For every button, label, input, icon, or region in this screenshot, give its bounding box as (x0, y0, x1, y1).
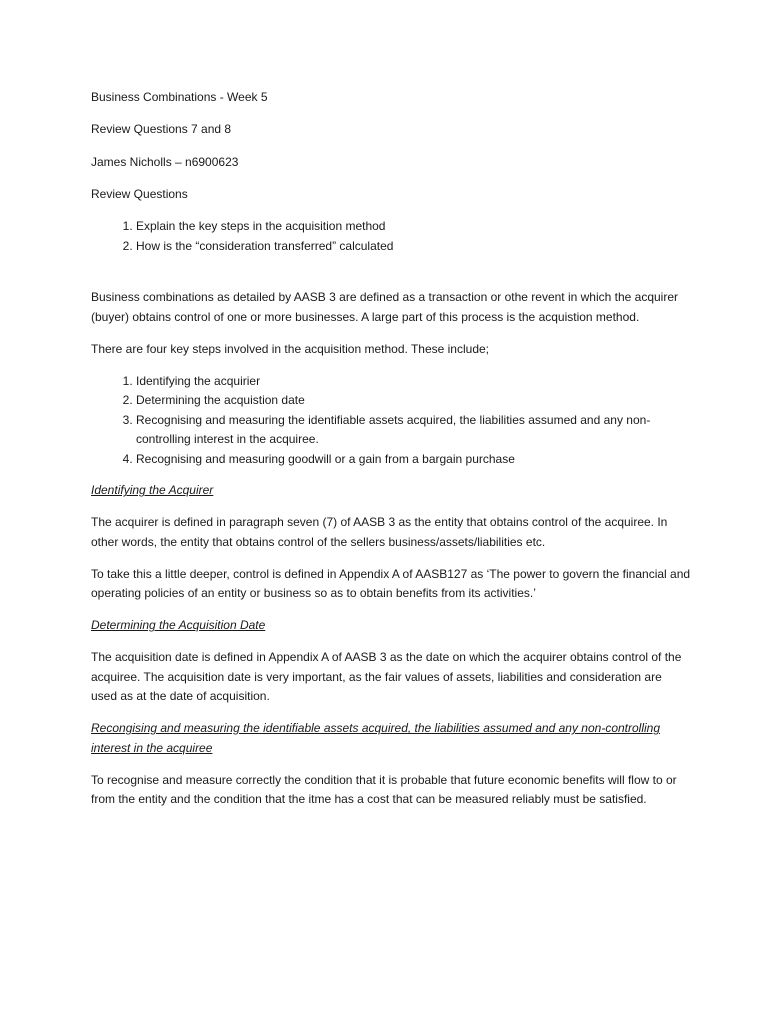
step-item: 2. Determining the acquistion date (136, 391, 691, 411)
review-question-item: 2. How is the “consideration transferred” calculated (136, 237, 691, 257)
section-paragraph: The acquirer is defined in paragraph seven (7) of AASB 3 as the entity that obtains control of the acquiree. In other words, the entity that obtains control of the sellers business/assets/liabilities etc. (91, 515, 668, 549)
step-item: 3. Recognising and measuring the identifiable assets acquired, the liabilities assumed and any non-controlling interest in the acquiree. (136, 411, 691, 450)
step-item: 1. Identifying the acquirier (136, 372, 691, 392)
step-item: 4. Recognising and measuring goodwill or a gain from a bargain purchase (136, 450, 691, 470)
section-heading-recognising-assets: Recongising and measuring the identifiable assets acquired, the liabilities assumed and any non-controlling interest in the acquiree (91, 721, 661, 755)
section-heading-identifying-acquirer: Identifying the Acquirer (91, 483, 214, 498)
intro-paragraph: Business combinations as detailed by AASB 3 are defined as a transaction or othe revent in which the acquirer (buyer) obtains control of one or more businesses. A large part of this process is the acquistion method. (91, 290, 679, 324)
steps-list (91, 372, 691, 470)
section-paragraph: To recognise and measure correctly the condition that it is probable that future economic benefits will flow to or from the entity and the condition that the itme has a cost that can be measured reliably must be satisfied. (91, 772, 677, 807)
document-subtitle: Review Questions 7 and 8 (91, 122, 232, 137)
review-questions-heading: Review Questions (91, 186, 188, 201)
section-paragraph: The acquisition date is defined in Appendix A of AASB 3 as the date on which the acquirer obtains control of the acquiree. The acquisition date is very important, as the fair values of assets, liabilities and consideration are used as at the date of acquisition. (91, 650, 682, 704)
author-line: James Nicholls – n6900623 (91, 154, 239, 169)
document-header (91, 88, 691, 204)
review-question-item: 1. Explain the key steps in the acquisition method (136, 217, 691, 237)
steps-intro: There are four key steps involved in the acquisition method. These include; (91, 341, 490, 356)
blank-space (91, 256, 691, 288)
document-title: Business Combinations - Week 5 (91, 90, 268, 104)
section-heading-acquisition-date: Determining the Acquisition Date (91, 618, 266, 633)
section-paragraph: To take this a little deeper, control is defined in Appendix A of AASB127 as ‘The power to govern the financial and operating policies of an entity or business so as to obtain benefits from its activities.’ (91, 566, 691, 601)
document-page (91, 88, 691, 822)
review-questions-list (91, 217, 691, 256)
